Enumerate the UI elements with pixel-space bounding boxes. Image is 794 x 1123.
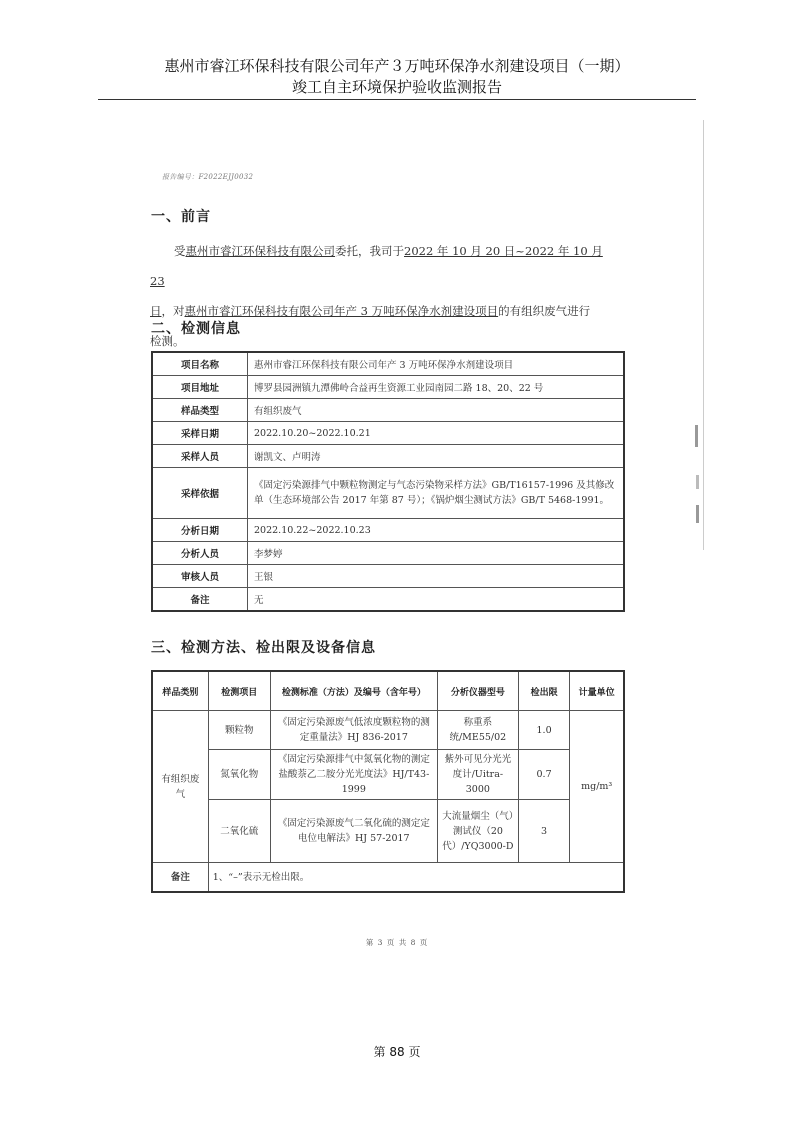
- para-text: ，对: [161, 304, 185, 318]
- row-value: 2022.10.22~2022.10.23: [248, 519, 625, 542]
- para-text: 的有组织废气进行: [498, 304, 591, 318]
- table-row: [152, 352, 624, 376]
- row-value: 惠州市睿江环保科技有限公司年产 3 万吨环保净水剂建设项目: [248, 352, 625, 376]
- note-text: 1、“–”表示无检出限。: [208, 863, 624, 893]
- row-value: 王银: [248, 565, 625, 588]
- instrument: 称重系统/ME55/02: [437, 711, 518, 750]
- row-value: 谢凯文、卢明涛: [248, 445, 625, 468]
- document-header: [0, 56, 794, 98]
- row-value: 2022.10.20~2022.10.21: [248, 422, 625, 445]
- table-row: [152, 399, 624, 422]
- detection-limit: 0.7: [518, 750, 570, 800]
- table-row: [152, 750, 624, 800]
- header-rule: [98, 99, 696, 100]
- section-1-title: 一、前言: [151, 209, 211, 225]
- section-2-title: 二、检测信息: [151, 321, 241, 337]
- row-value: 有组织废气: [248, 399, 625, 422]
- table-row: [152, 542, 624, 565]
- table-row: [152, 376, 624, 399]
- test-method: 《固定污染源废气二氧化硫的测定定电位电解法》HJ 57-2017: [270, 800, 437, 863]
- row-label: 分析人员: [152, 542, 248, 565]
- date-range-start: 2022 年 10 月 20 日~2022 年 10 月 23: [150, 244, 603, 288]
- test-item: 颗粒物: [208, 711, 270, 750]
- test-method: 《固定污染源废气低浓度颗粒物的测定重量法》HJ 836-2017: [270, 711, 437, 750]
- row-label: 采样人员: [152, 445, 248, 468]
- scan-edge-mark: [695, 425, 698, 447]
- table-row: [152, 565, 624, 588]
- test-item: 氮氧化物: [208, 750, 270, 800]
- col-header: 计量单位: [570, 671, 624, 711]
- table-row: [152, 519, 624, 542]
- table-row: [152, 800, 624, 863]
- row-label: 分析日期: [152, 519, 248, 542]
- col-header: 样品类别: [152, 671, 208, 711]
- date-range-end: 日: [150, 304, 162, 318]
- sample-category: 有组织废气: [152, 711, 208, 863]
- header-title-line2: 竣工自主环境保护验收监测报告: [291, 78, 502, 96]
- col-header: 检测项目: [208, 671, 270, 711]
- scan-edge-line: [703, 120, 704, 550]
- scan-edge-mark: [696, 475, 699, 489]
- test-item: 二氧化硫: [208, 800, 270, 863]
- table-row: [152, 588, 624, 612]
- detection-limit: 1.0: [518, 711, 570, 750]
- detection-info-table: [151, 351, 625, 612]
- note-label: 备注: [152, 863, 208, 893]
- row-label: 项目地址: [152, 376, 248, 399]
- para-text: 检测。: [150, 334, 185, 348]
- table-header-row: [152, 671, 624, 711]
- section-1-paragraph: [150, 236, 620, 356]
- test-method: 《固定污染源排气中氮氧化物的测定盐酸萘乙二胺分光光度法》HJ/T43-1999: [270, 750, 437, 800]
- col-header: 分析仪器型号: [437, 671, 518, 711]
- inner-page-number: 第 3 页 共 8 页: [365, 938, 429, 947]
- section-3-title: 三、检测方法、检出限及设备信息: [151, 640, 376, 656]
- row-label: 采样依据: [152, 468, 248, 519]
- scan-edge-mark: [696, 505, 699, 523]
- row-value: 无: [248, 588, 625, 612]
- para-text: 委托，我司于: [335, 244, 404, 258]
- client-name: 惠州市睿江环保科技有限公司: [185, 244, 335, 258]
- detection-limit: 3: [518, 800, 570, 863]
- table-row: [152, 468, 624, 519]
- report-number: 报告编号：F2022EJJ0032: [162, 173, 254, 181]
- col-header: 检测标准（方法）及编号（含年号）: [270, 671, 437, 711]
- row-label: 项目名称: [152, 352, 248, 376]
- table-row: [152, 422, 624, 445]
- method-equipment-table: [151, 670, 625, 893]
- row-label: 审核人员: [152, 565, 248, 588]
- project-name: 惠州市睿江环保科技有限公司年产 3 万吨环保净水剂建设项目: [184, 304, 499, 318]
- page-number: 第 88 页: [373, 1045, 421, 1059]
- row-value: 李梦婷: [248, 542, 625, 565]
- para-text: 受: [174, 244, 186, 258]
- row-label: 样品类型: [152, 399, 248, 422]
- col-header: 检出限: [518, 671, 570, 711]
- unit: mg/m³: [570, 711, 624, 863]
- row-label: 采样日期: [152, 422, 248, 445]
- row-value: 《固定污染源排气中颗粒物测定与气态污染物采样方法》GB/T16157-1996 及其修改单（生态环境部公告 2017 年第 87 号）；《锅炉烟尘测试方法》GB/T 5468-1991。: [248, 468, 625, 519]
- header-title-line1: 惠州市睿江环保科技有限公司年产３万吨环保净水剂建设项目（一期）: [164, 57, 630, 75]
- instrument: 紫外可见分光光度计/Uitra-3000: [437, 750, 518, 800]
- row-label: 备注: [152, 588, 248, 612]
- table-row: [152, 863, 624, 893]
- table-row: [152, 445, 624, 468]
- instrument: 大流量烟尘（气）测试仪（20代）/YQ3000-D: [437, 800, 518, 863]
- table-row: [152, 711, 624, 750]
- row-value: 博罗县园洲镇九潭佛岭合益再生资源工业园南园二路 18、20、22 号: [248, 376, 625, 399]
